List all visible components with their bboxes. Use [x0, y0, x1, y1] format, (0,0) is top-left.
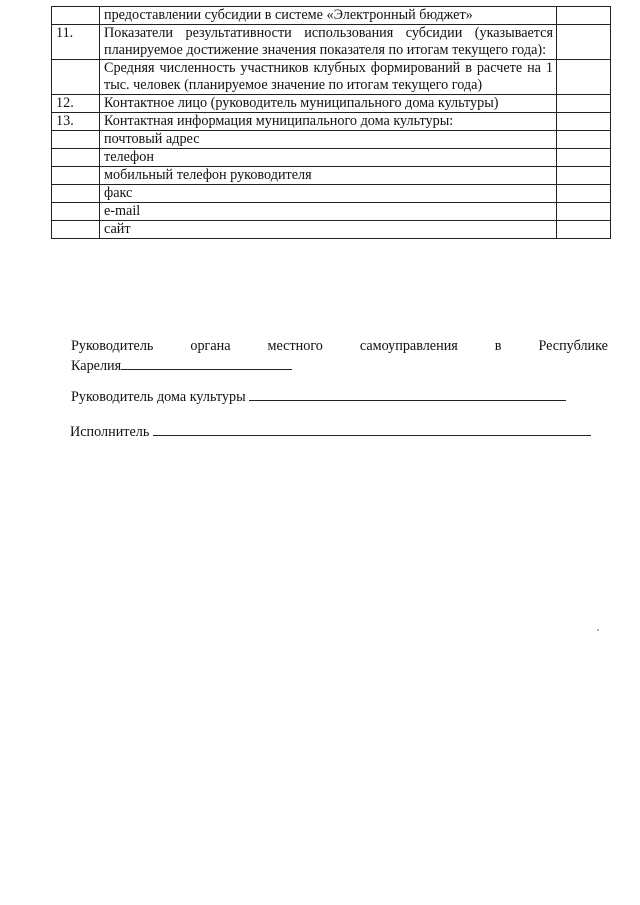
signature-line [249, 386, 566, 401]
row-value-cell [557, 221, 611, 239]
contact-item-cell: почтовый адрес [100, 131, 557, 149]
row-value-cell [557, 60, 611, 95]
table-row [52, 113, 611, 131]
word: местного [267, 338, 323, 354]
word: самоуправления [359, 338, 458, 354]
contact-item-cell: мобильный телефон руководителя [100, 167, 557, 185]
executor-label: Исполнитель [70, 424, 150, 440]
scan-speck [597, 629, 599, 631]
contact-item-cell: факс [100, 185, 557, 203]
row-value-cell [557, 131, 611, 149]
word: органа [190, 338, 231, 354]
row-number-cell [52, 203, 100, 221]
table-row [52, 131, 611, 149]
row-number-cell: 11. [52, 25, 100, 60]
row-number-cell [52, 60, 100, 95]
head-org-label-line1 [71, 338, 608, 355]
row-text-cell: Средняя численность участников клубных формирований в расчете на 1 тыс. человек (планируемое значение по итогам текущего года) [100, 60, 557, 95]
executor-signature [70, 421, 610, 441]
head-org-region: Карелия [71, 358, 122, 374]
signature-line [121, 355, 292, 370]
head-org-label-line2 [71, 355, 611, 375]
head-culture-signature [71, 386, 611, 406]
row-number-cell [52, 167, 100, 185]
contact-item-cell: телефон [100, 149, 557, 167]
contact-item-cell: сайт [100, 221, 557, 239]
row-text-cell: Показатели результативности использования субсидии (указывается планируемое достижение значения показателя по итогам текущего года): [100, 25, 557, 60]
info-table [51, 6, 611, 239]
row-value-cell [557, 7, 611, 25]
table-row [52, 149, 611, 167]
word: Республике [538, 338, 608, 354]
row-value-cell [557, 113, 611, 131]
table-row [52, 60, 611, 95]
table-row [52, 25, 611, 60]
row-value-cell [557, 95, 611, 113]
row-value-cell [557, 185, 611, 203]
head-culture-label: Руководитель дома культуры [71, 389, 246, 405]
row-value-cell [557, 167, 611, 185]
table-row [52, 95, 611, 113]
row-number-cell: 13. [52, 113, 100, 131]
row-text-cell: предоставлении субсидии в системе «Электронный бюджет» [100, 7, 557, 25]
table-row [52, 221, 611, 239]
row-value-cell [557, 149, 611, 167]
head-org-signature [71, 338, 611, 375]
table-row [52, 7, 611, 25]
row-number-cell: 12. [52, 95, 100, 113]
row-text-cell: Контактное лицо (руководитель муниципального дома культуры) [100, 95, 557, 113]
row-value-cell [557, 25, 611, 60]
row-number-cell [52, 7, 100, 25]
row-number-cell [52, 149, 100, 167]
row-number-cell [52, 221, 100, 239]
table-row [52, 185, 611, 203]
word: Руководитель [71, 338, 154, 354]
contact-item-cell: e-mail [100, 203, 557, 221]
row-number-cell [52, 131, 100, 149]
signature-line [153, 421, 591, 436]
row-number-cell [52, 185, 100, 203]
row-text-cell: Контактная информация муниципального дома культуры: [100, 113, 557, 131]
table-row [52, 167, 611, 185]
word: в [494, 338, 502, 354]
row-value-cell [557, 203, 611, 221]
table-row [52, 203, 611, 221]
